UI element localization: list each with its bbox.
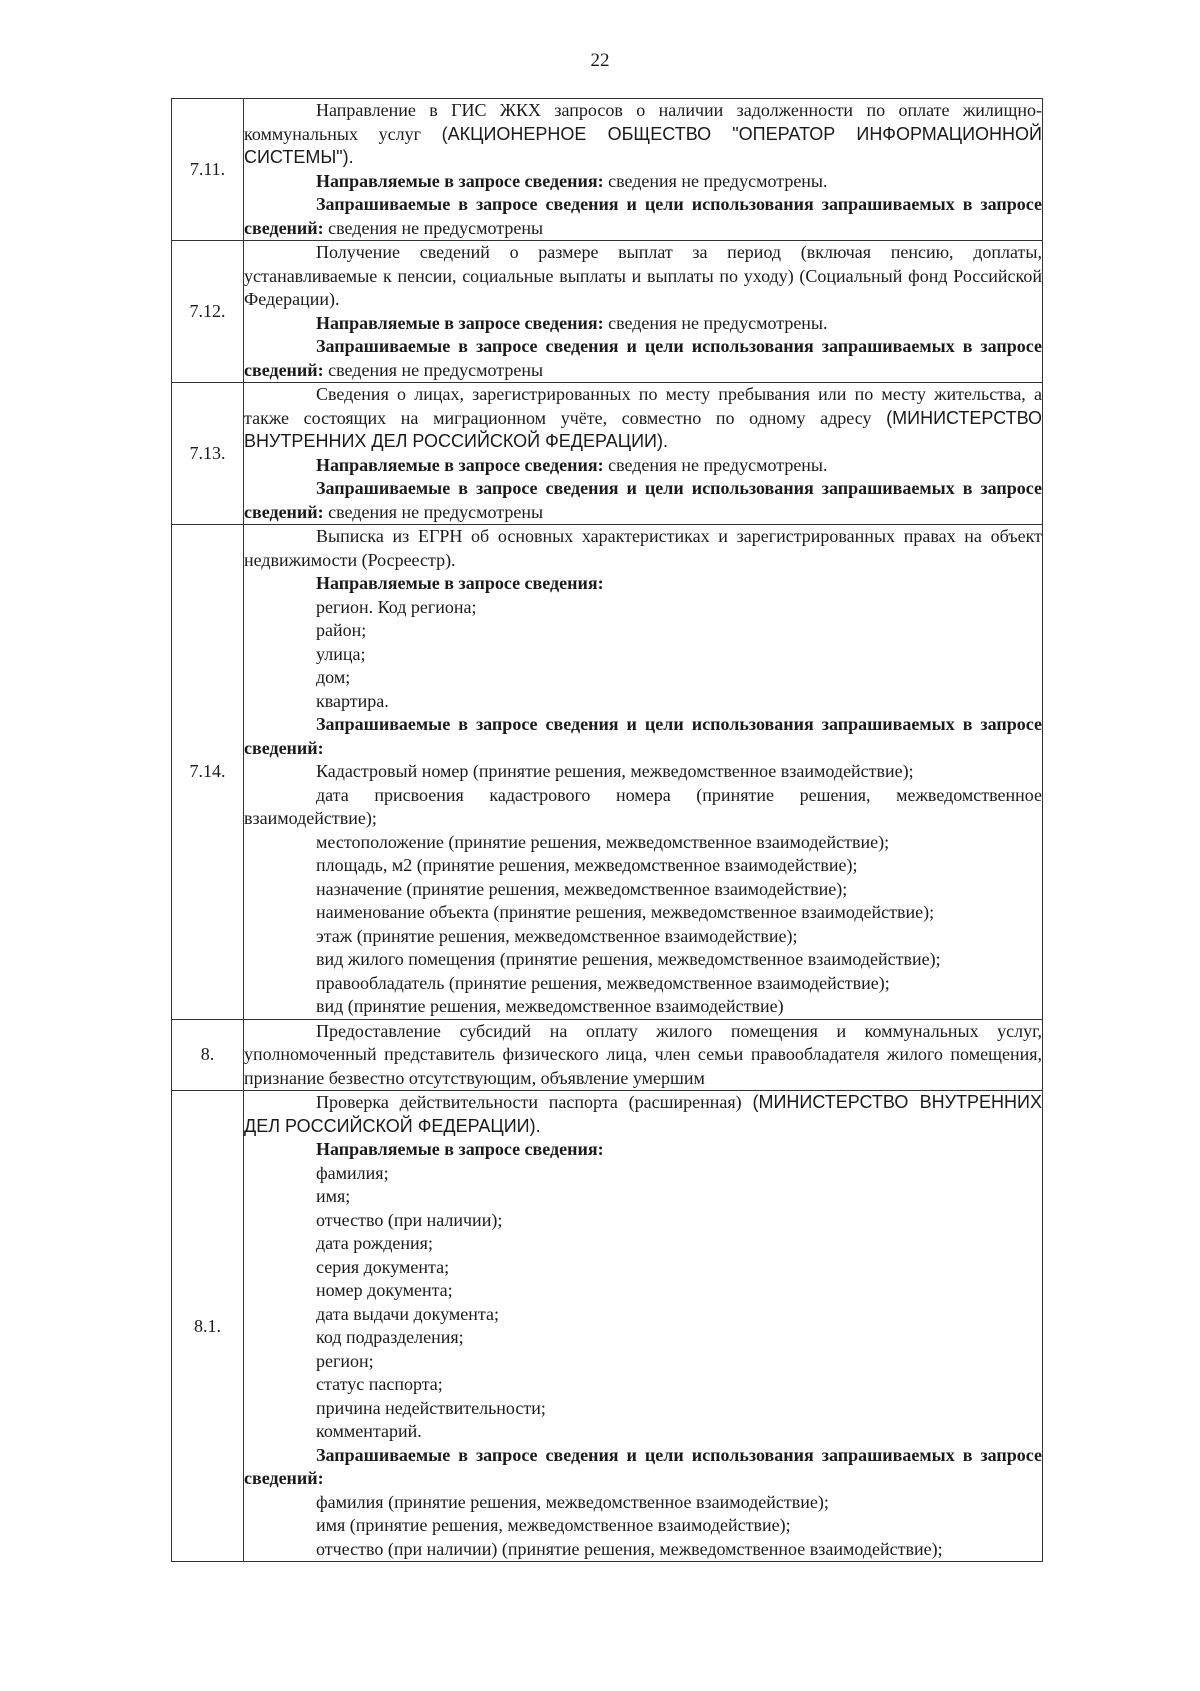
list-item: этаж (принятие решения, межведомственное взаимодействие); — [316, 925, 798, 946]
row-content — [244, 383, 1043, 525]
row-number: 7.13. — [172, 383, 244, 525]
list-item: код подразделения; — [316, 1327, 464, 1347]
requested-label: Запрашиваемые в запросе сведения и цели использования запрашиваемых в запросе сведений: — [244, 714, 1042, 758]
list-item: регион; — [316, 1350, 374, 1371]
row-number: 8. — [172, 1019, 244, 1091]
row-content — [244, 1019, 1043, 1091]
sent-info: Направляемые в запросе сведения: сведения не предусмотрены. — [316, 170, 828, 191]
row-number: 7.14. — [172, 525, 244, 1020]
requested-info: Запрашиваемые в запросе сведения и цели использования запрашиваемых в запросе сведений: сведения не предусмотрены — [244, 194, 1042, 238]
list-item: имя; — [316, 1186, 351, 1206]
list-item: фамилия; — [316, 1162, 389, 1183]
list-item: улица; — [316, 643, 366, 664]
row-content — [244, 99, 1043, 241]
list-item: фамилия (принятие решения, межведомственное взаимодействие); — [316, 1491, 829, 1512]
list-item: наименование объекта (принятие решения, межведомственное взаимодействие); — [316, 902, 935, 922]
row-number: 7.12. — [172, 241, 244, 383]
list-item: отчество (при наличии) (принятие решения, межведомственное взаимодействие); — [316, 1538, 943, 1559]
table-row — [172, 1091, 1043, 1562]
table-row — [172, 525, 1043, 1020]
row-title: Получение сведений о размере выплат за период (включая пенсию, доплаты, устанавливаемые к пенсии, социальные выплаты и выплаты по уходу) (Социальный фонд Российской Федерации). — [244, 242, 1042, 309]
list-item: местоположение (принятие решения, межведомственное взаимодействие); — [316, 831, 890, 852]
row-title: Сведения о лицах, зарегистрированных по месту пребывания или по месту жительства, а также состоящих на миграционном учёте, совместно по одному адресу (МИНИСТЕРСТВО ВНУТРЕННИХ ДЕЛ РОССИЙСКОЙ ФЕДЕРАЦИИ). — [244, 384, 1043, 451]
agency-name: (АКЦИОНЕРНОЕ ОБЩЕСТВО "ОПЕРАТОР ИНФОРМАЦИОННОЙ СИСТЕМЫ"). — [244, 123, 1042, 167]
list-item: вид (принятие решения, межведомственное взаимодействие) — [316, 996, 784, 1016]
row-number: 7.11. — [172, 99, 244, 241]
table-row — [172, 241, 1043, 383]
list-item: причина недействительности; — [316, 1397, 546, 1418]
list-item: серия документа; — [316, 1256, 450, 1277]
table-row — [172, 383, 1043, 525]
list-item: квартира. — [316, 690, 389, 711]
row-content — [244, 1091, 1043, 1562]
list-item: номер документа; — [316, 1280, 453, 1300]
row-title: Проверка действительности паспорта (расширенная) (МИНИСТЕРСТВО ВНУТРЕННИХ ДЕЛ РОССИЙСКОЙ ФЕДЕРАЦИИ). — [244, 1092, 1043, 1136]
row-content — [244, 525, 1043, 1020]
row-title: Выписка из ЕГРН об основных характеристиках и зарегистрированных правах на объект недвижимости (Росреестр). — [244, 526, 1042, 570]
list-item: дом; — [316, 667, 351, 687]
sent-label: Направляемые в запросе сведения: — [316, 1139, 604, 1159]
list-item: площадь, м2 (принятие решения, межведомственное взаимодействие); — [316, 855, 858, 875]
sent-info: Направляемые в запросе сведения: сведения не предусмотрены. — [316, 312, 828, 333]
list-item: дата присвоения кадастрового номера (принятие решения, межведомственное взаимодействие); — [244, 784, 1042, 828]
requested-label: Запрашиваемые в запросе сведения и цели использования запрашиваемых в запросе сведений: — [244, 1444, 1042, 1488]
table-row — [172, 99, 1043, 241]
list-item: дата выдачи документа; — [316, 1303, 499, 1324]
row-content — [244, 241, 1043, 383]
row-number: 8.1. — [172, 1091, 244, 1562]
list-item: комментарий. — [316, 1421, 422, 1441]
list-item: дата рождения; — [316, 1233, 433, 1253]
list-item: правообладатель (принятие решения, межведомственное взаимодействие); — [316, 972, 890, 993]
list-item: регион. Код региона; — [316, 596, 477, 617]
list-item: назначение (принятие решения, межведомственное взаимодействие); — [316, 878, 848, 899]
agency-name: (МИНИСТЕРСТВО ВНУТРЕННИХ ДЕЛ РОССИЙСКОЙ ФЕДЕРАЦИИ). — [244, 1092, 1043, 1136]
list-item: отчество (при наличии); — [316, 1209, 503, 1230]
requested-info: Запрашиваемые в запросе сведения и цели использования запрашиваемых в запросе сведений: сведения не предусмотрены — [244, 478, 1042, 522]
requested-info: Запрашиваемые в запросе сведения и цели использования запрашиваемых в запросе сведений: сведения не предусмотрены — [244, 336, 1042, 380]
list-item: имя (принятие решения, межведомственное взаимодействие); — [316, 1515, 791, 1535]
data-table — [171, 98, 1043, 1562]
page-number: 22 — [590, 50, 610, 71]
table-row — [172, 1019, 1043, 1091]
row-title: Предоставление субсидий на оплату жилого помещения и коммунальных услуг, уполномоченный представитель физического лица, член семьи правообладателя жилого помещения, признание безвестно отсутствующим, объявление умершим — [244, 1020, 1042, 1088]
sent-info: Направляемые в запросе сведения: сведения не предусмотрены. — [316, 454, 828, 475]
list-item: Кадастровый номер (принятие решения, межведомственное взаимодействие); — [316, 761, 914, 781]
agency-name: (МИНИСТЕРСТВО ВНУТРЕННИХ ДЕЛ РОССИЙСКОЙ ФЕДЕРАЦИИ). — [244, 407, 1043, 451]
sent-label: Направляемые в запросе сведения: — [316, 573, 604, 593]
list-item: вид жилого помещения (принятие решения, межведомственное взаимодействие); — [316, 949, 941, 969]
list-item: район; — [316, 620, 367, 640]
row-title: Направление в ГИС ЖКХ запросов о наличии задолженности по оплате жилищно-коммунальных услуг (АКЦИОНЕРНОЕ ОБЩЕСТВО "ОПЕРАТОР ИНФОРМАЦИОННОЙ СИСТЕМЫ"). — [244, 100, 1042, 167]
list-item: статус паспорта; — [316, 1374, 443, 1394]
